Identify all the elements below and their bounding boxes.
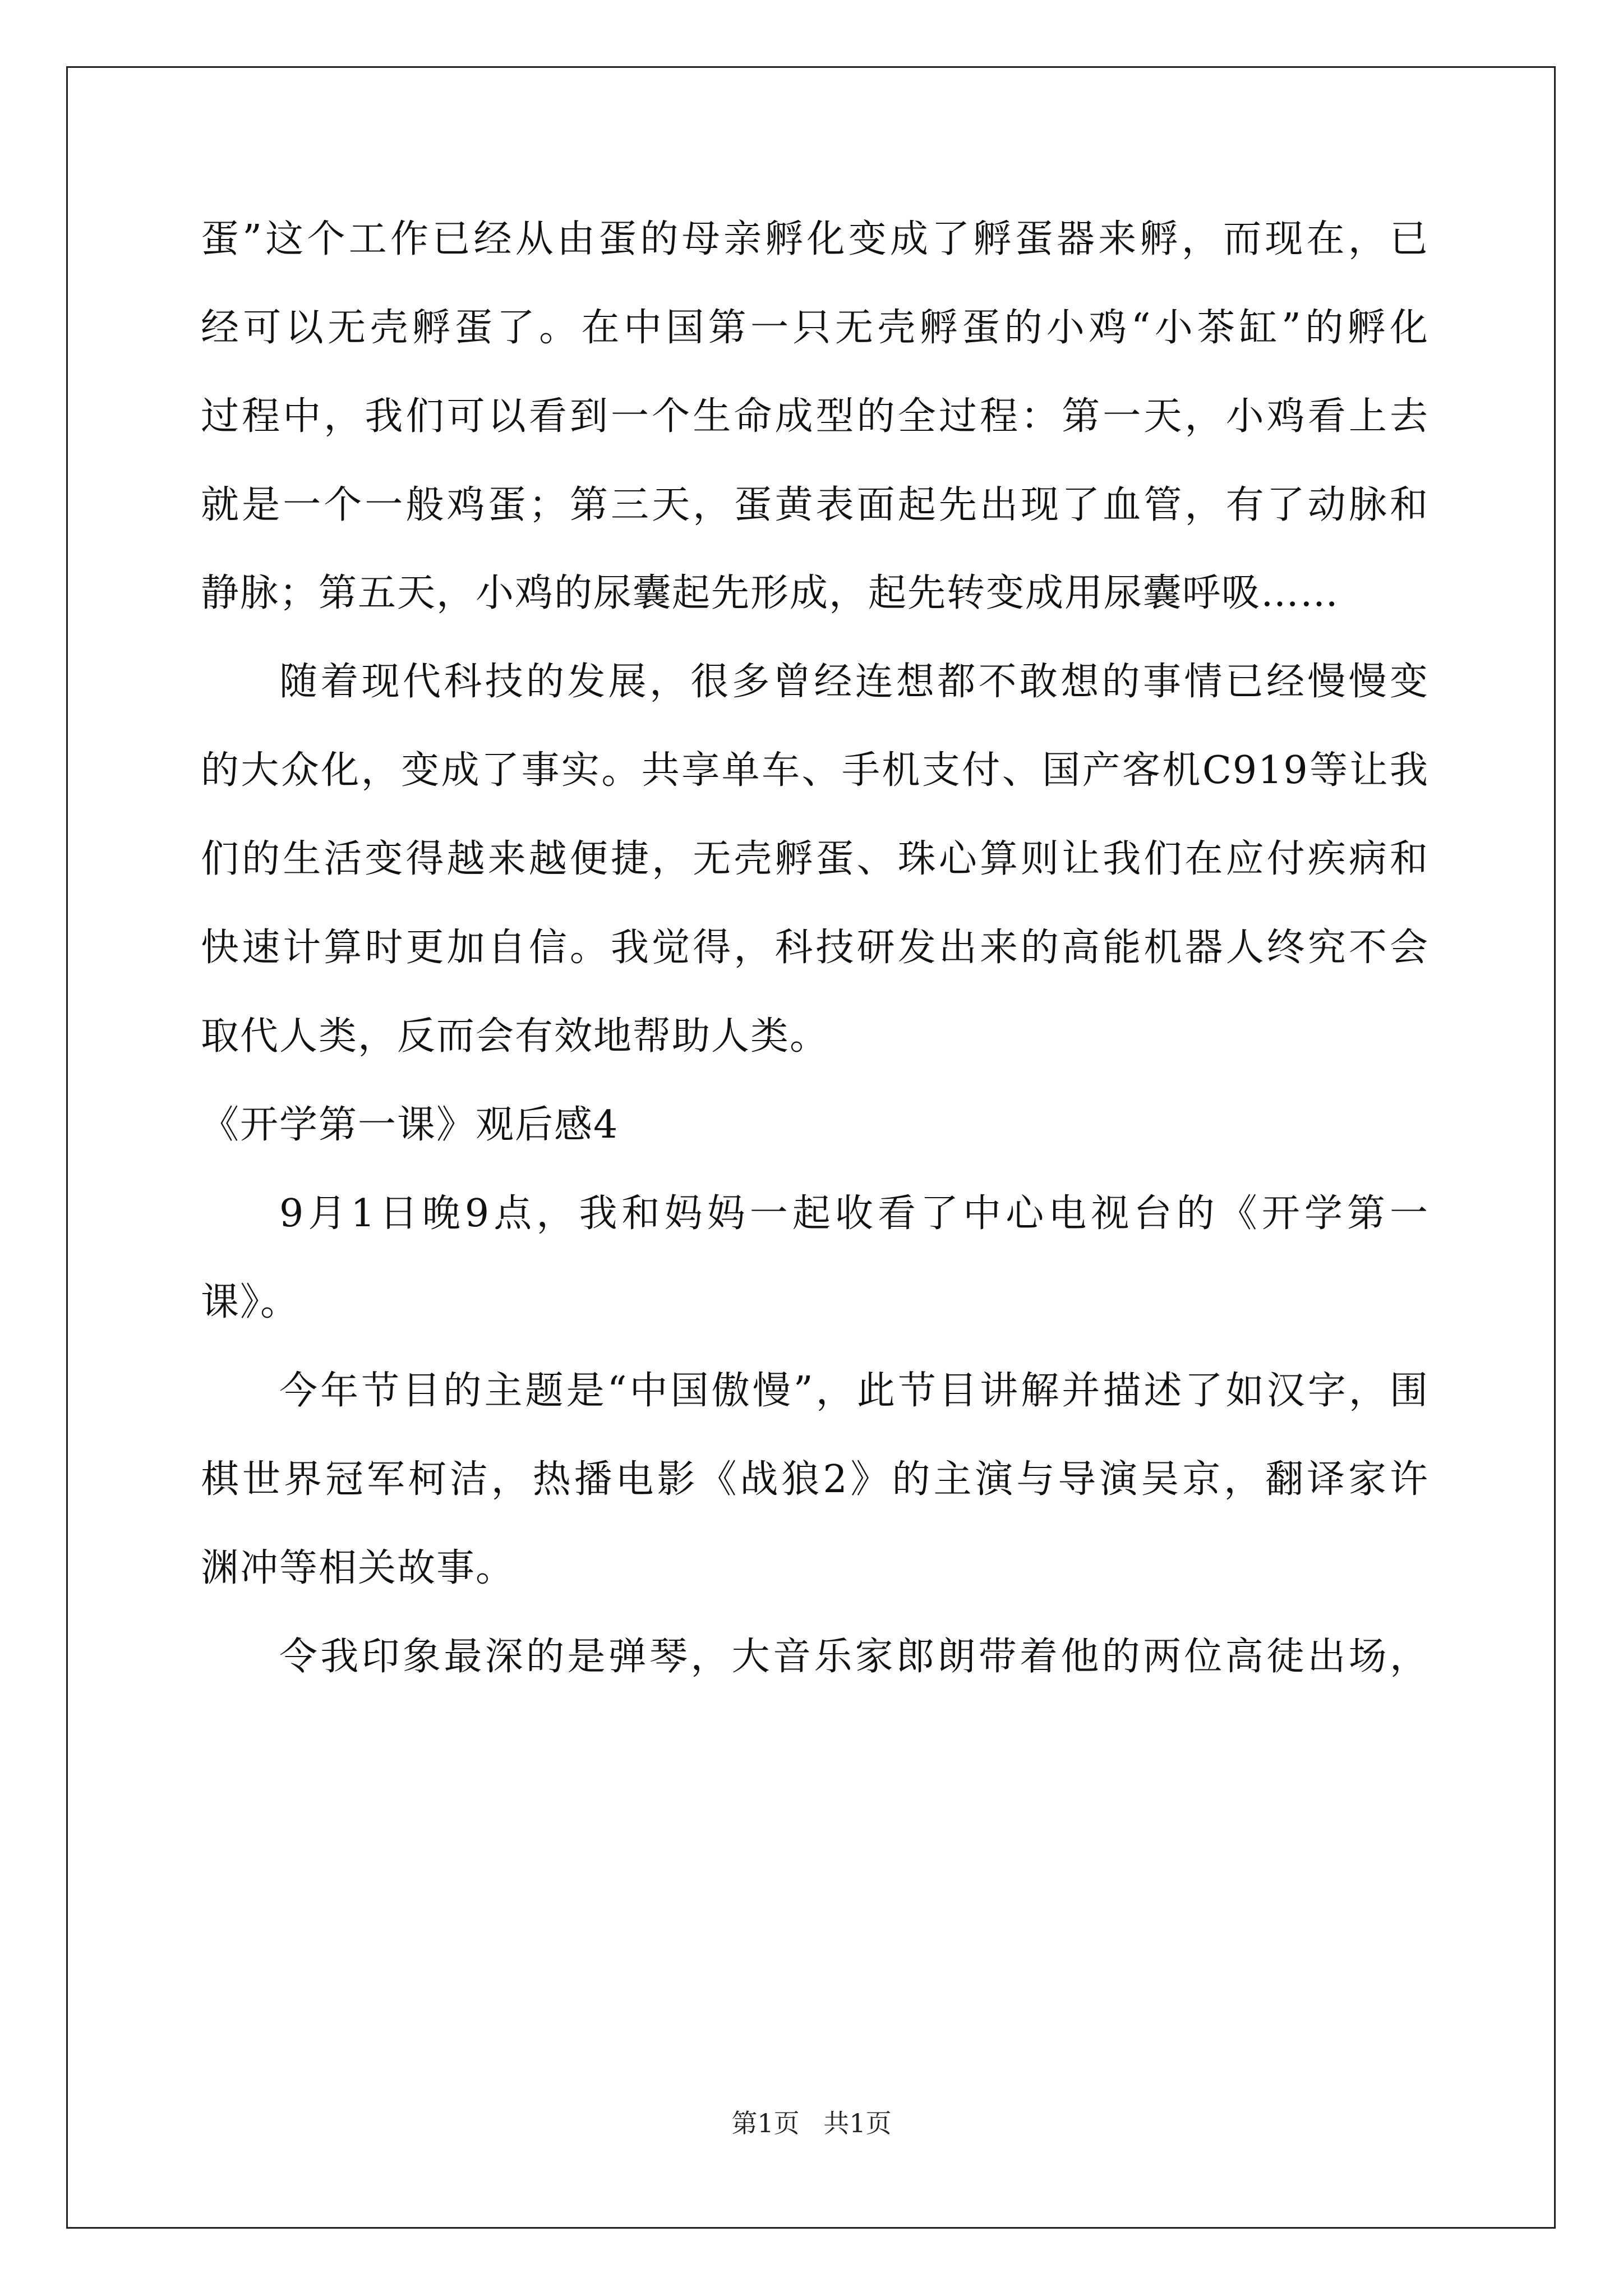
paragraph-line: 经可以无壳孵蛋了。在中国第一只无壳孵蛋的小鸡“小茶缸”的孵化 (201, 306, 1429, 350)
page-total: 共1页 (823, 2108, 892, 2138)
paragraph-line: 就是一个一般鸡蛋；第三天，蛋黄表面起先出现了血管，有了动脉和 (201, 483, 1429, 527)
paragraph-line: 取代人类，反而会有效地帮助人类。 (201, 1014, 829, 1059)
paragraph-line: 渊冲等相关故事。 (201, 1546, 515, 1590)
paragraph-line: 快速计算时更加自信。我觉得，科技研发出来的高能机器人终究不会 (201, 926, 1429, 970)
paragraph-line: 蛋”这个工作已经从由蛋的母亲孵化变成了孵蛋器来孵，而现在，已 (201, 217, 1429, 261)
paragraph-line: 9月1日晚9点，我和妈妈一起收看了中心电视台的《开学第一 (279, 1191, 1429, 1236)
page-footer (0, 2106, 1623, 2140)
paragraph-line: 们的生活变得越来越便捷，无壳孵蛋、珠心算则让我们在应付疾病和 (201, 837, 1429, 881)
paragraph-line: 随着现代科技的发展，很多曾经连想都不敢想的事情已经慢慢变 (279, 660, 1429, 704)
paragraph-line: 今年节目的主题是“中国傲慢”，此节目讲解并描述了如汉字，围 (279, 1369, 1429, 1413)
paragraph-line: 静脉；第五天，小鸡的尿囊起先形成，起先转变成用尿囊呼吸…… (201, 571, 1340, 615)
paragraph-line: 令我印象最深的是弹琴，大音乐家郎朗带着他的两位高徒出场， (279, 1635, 1429, 1679)
paragraph-line: 过程中，我们可以看到一个生命成型的全过程：第一天，小鸡看上去 (201, 394, 1429, 439)
paragraph-line: 的大众化，变成了事实。共享单车、手机支付、国产客机C919等让我 (201, 748, 1429, 793)
section-heading: 《开学第一课》观后感4 (201, 1103, 619, 1147)
page-number: 第1页 (731, 2108, 800, 2138)
paragraph-line: 棋世界冠军柯洁，热播电影《战狼2》的主演与导演吴京，翻译家许 (201, 1457, 1429, 1502)
paragraph-line: 课》。 (201, 1280, 300, 1324)
